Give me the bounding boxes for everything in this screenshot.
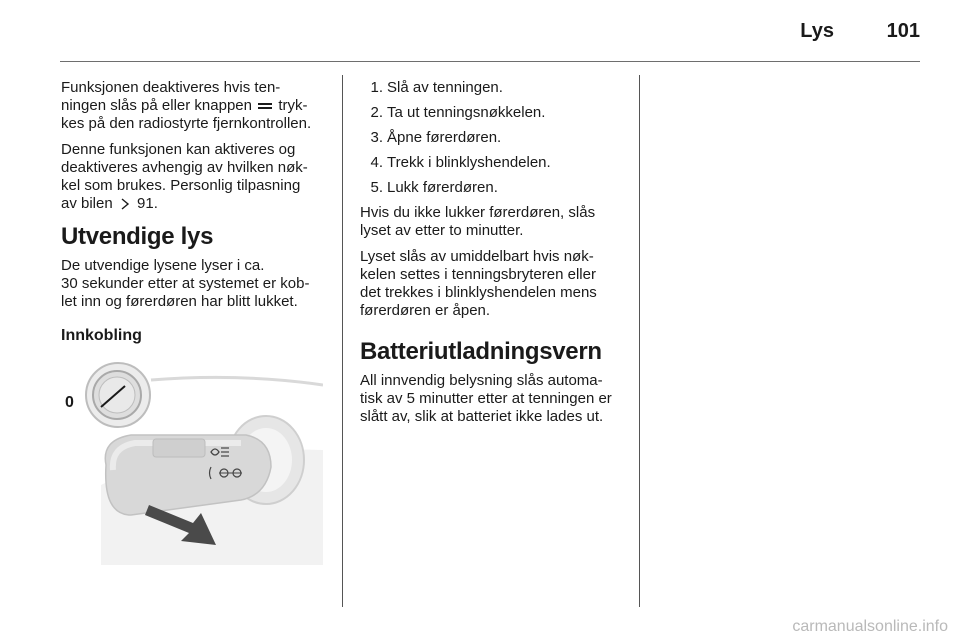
header-divider [60,61,920,62]
page-reference-arrow-icon [120,198,130,210]
column-divider-left [342,75,343,607]
paragraph-battery-protection: All innvendig belysning slås automa- tisk av 5 minutter etter at tenningen er slått av, slik at batteriet ikke lades ut. [360,372,612,425]
section-heading-battery-protection: Batteriutladningsvern [360,338,602,365]
page-reference[interactable]: 91. [137,195,158,212]
lock-button-icon [258,101,272,111]
list-item: 3. Åpne førerdøren. [370,129,502,146]
paragraph-exterior-lights: De utvendige lysene lyser i ca. 30 sekunder etter at systemet er kob- let inn og førerdøren har blitt lukket. [61,257,310,310]
paragraph-door-not-closed: Hvis du ikke lukker førerdøren, slås lyset av etter to minutter. [360,204,596,239]
watermark: carmanualsonline.info [792,618,948,635]
ignition-position-label: 0 [65,394,74,411]
column-1 [61,79,329,565]
activation-steps-list [360,79,630,197]
page-number: 101 [886,20,920,42]
paragraph-personalization: Denne funksjonen kan aktiveres og deaktiveres avhengig av hvilken nøk- kel som brukes. Personlig tilpasning av bilen 91. [61,141,308,212]
list-item: 1. Slå av tenningen. [370,79,503,96]
turn-signal-lever-illustration [61,355,323,565]
section-heading-exterior-lights: Utvendige lys [61,223,214,250]
list-item: 5. Lukk førerdøren. [370,179,498,196]
paragraph-immediate-off: Lyset slås av umiddelbart hvis nøk- kelen settes i tenningsbryteren eller det trekkes i blinklyshendelen mens førerdøren er åpen. [360,248,597,319]
list-item: 4. Trekk i blinklyshendelen. [370,154,551,171]
list-item: 2. Ta ut tenningsnøkkelen. [370,104,546,121]
column-2 [360,79,630,434]
subheading-activation: Innkobling [61,327,142,344]
paragraph-deactivation: Funksjonen deaktiveres hvis ten- ningen slås på eller knappen tryk- kes på den radiostyrte fjernkontrollen. [61,79,312,132]
page-title: Lys [800,20,834,42]
column-divider-right [639,75,640,607]
